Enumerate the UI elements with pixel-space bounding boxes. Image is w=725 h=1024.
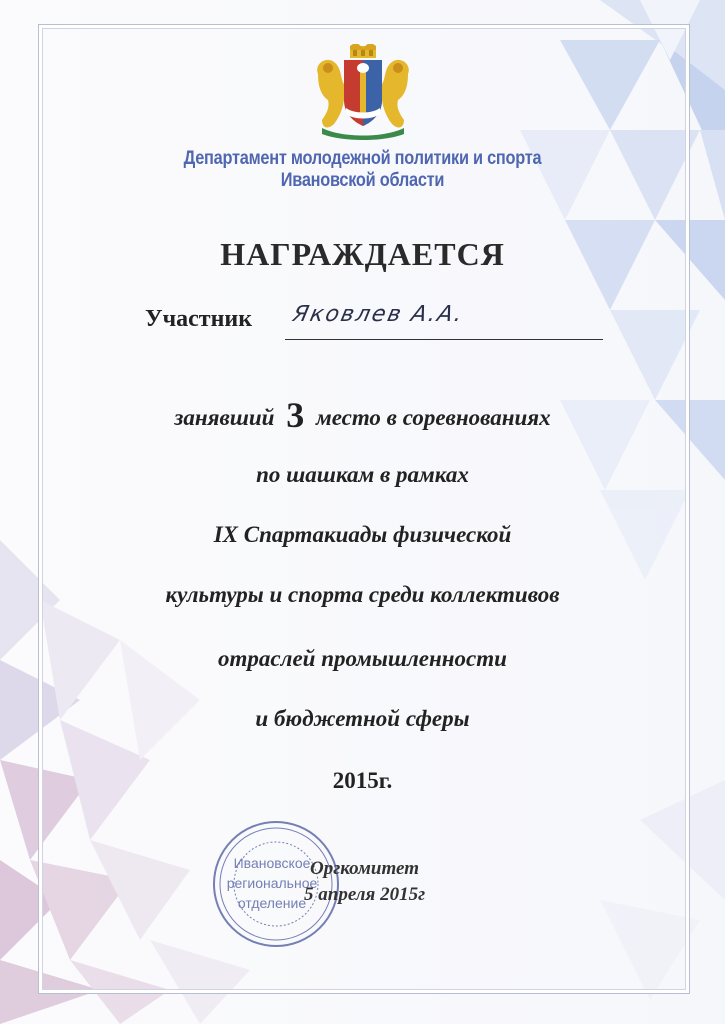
body-line-1 (0, 392, 725, 434)
coat-of-arms-emblem (312, 44, 414, 140)
certificate-date: 5 апреля 2015г (304, 884, 426, 905)
department-line-2: Ивановской области (280, 170, 445, 191)
participant-underline (285, 339, 603, 340)
body-line-2: по шашкам в рамках (256, 462, 469, 487)
certificate-title: НАГРАЖДАЕТСЯ (220, 236, 505, 272)
participant-name-handwritten: Яковлев А.А. (290, 302, 467, 327)
participant-row (145, 302, 605, 346)
body-line-6: и бюджетной сферы (255, 706, 470, 731)
stamp-line-1: Ивановское (233, 855, 311, 871)
place-suffix: место в соревнованиях (315, 405, 551, 430)
participant-label: Участник (145, 306, 253, 332)
stamp-line-2: региональное (226, 875, 318, 891)
place-prefix: занявший (174, 405, 275, 430)
body-line-4: культуры и спорта среди коллективов (165, 582, 560, 607)
body-line-5: отраслей промышленности (218, 646, 507, 671)
department-line-1: Департамент молодежной политики и спорта (183, 148, 542, 169)
stamp-line-3: отделение (237, 895, 307, 911)
place-number: 3 (286, 395, 305, 435)
organizer-label: Оргкомитет (310, 858, 419, 879)
body-year: 2015г. (332, 768, 393, 793)
body-line-3: IX Спартакиады физической (213, 522, 512, 547)
department-name (51, 148, 675, 192)
